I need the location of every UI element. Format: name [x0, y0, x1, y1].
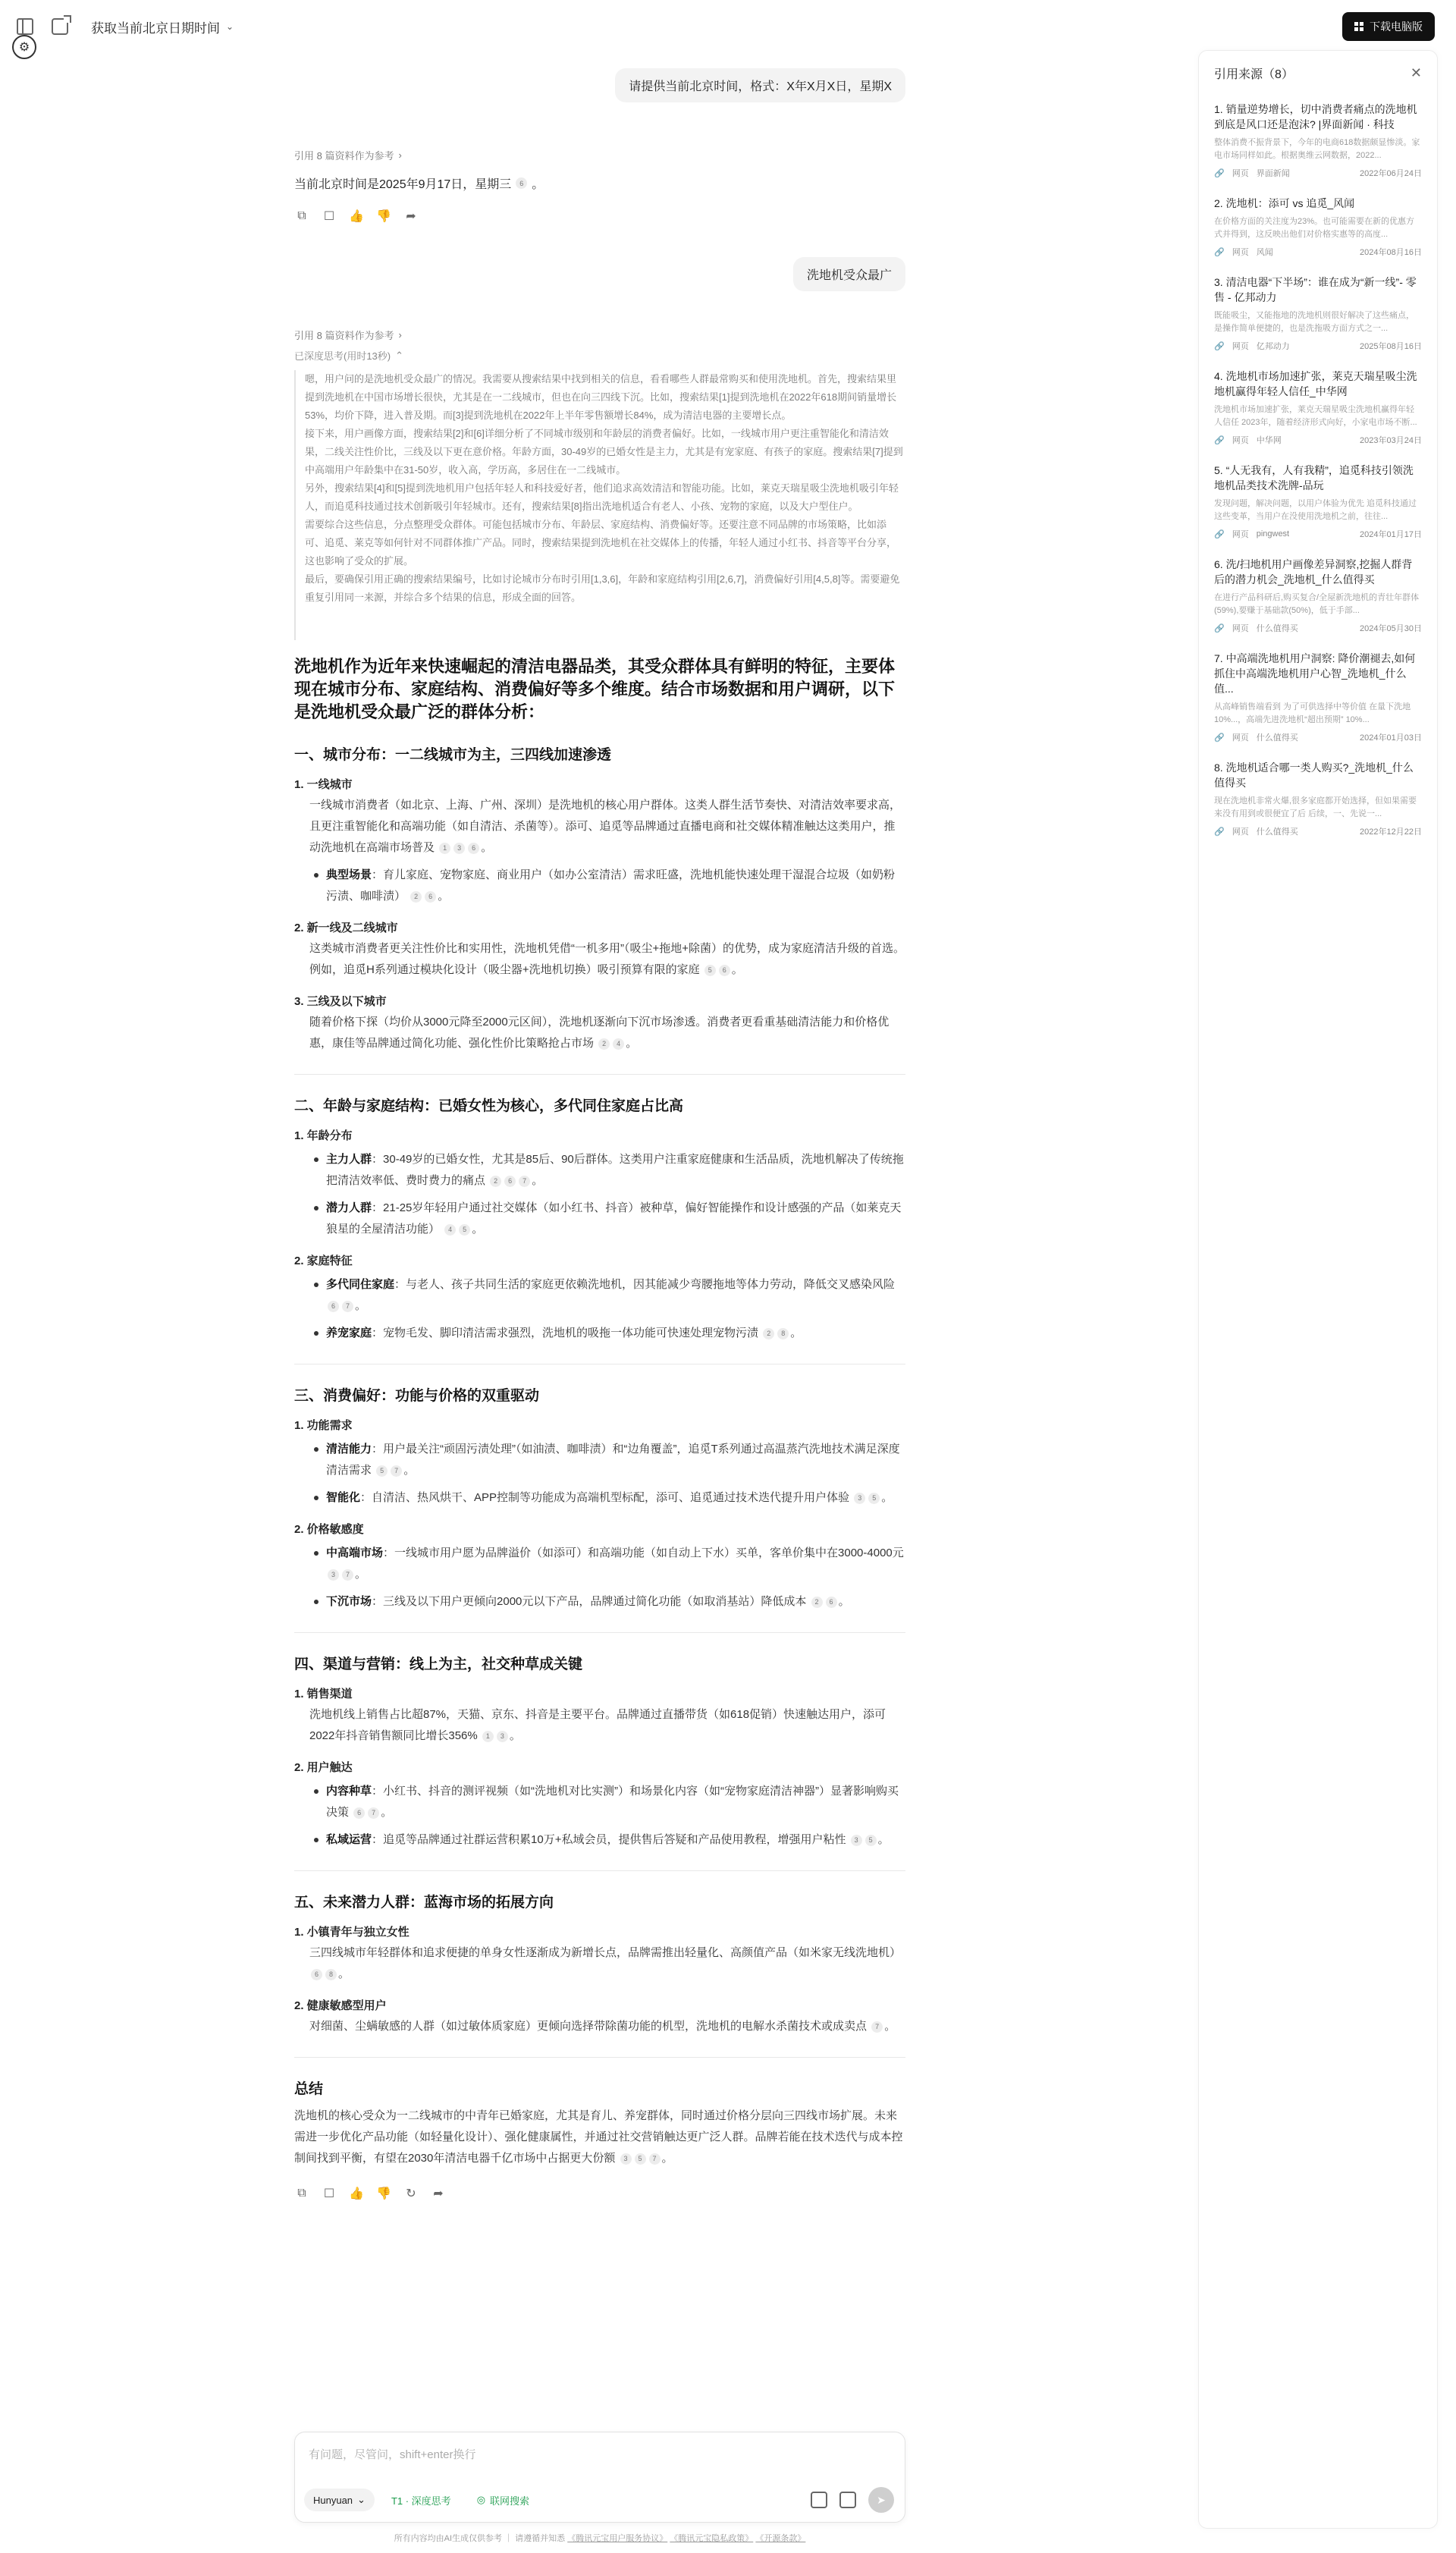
source-site: 亿邦动力 — [1256, 342, 1290, 351]
source-meta — [1214, 528, 1422, 540]
chat-input[interactable]: 有问题，尽管问，shift+enter换行 — [309, 2448, 476, 2461]
source-date: 2024年05月30日 — [1360, 624, 1422, 633]
deep-think-toggle-button[interactable] — [382, 2489, 460, 2511]
citation-badge[interactable]: 6 — [425, 891, 436, 903]
citation-badge[interactable]: 5 — [868, 1493, 880, 1504]
source-snippet: 在进行产品科研后,购买复合/全屋新洗地机的青壮年群体(59%),要赚于基础款(50%)，低于手部... — [1214, 593, 1420, 615]
list-item: 多代同住家庭：与老人、孩子共同生活的家庭更依赖洗地机，因其能减少弯腰拖地等体力劳动，降低交叉感染风险 6 7 。 — [294, 1274, 905, 1317]
summary-paragraph: 洗地机的核心受众为一二线城市的中青年已婚家庭，尤其是育儿、养宠群体，同时通过价格分层向三四线市场扩展。未来需进一步优化产品功能（如轻量化设计）、强化健康属性，并通过社交营销触达更广泛人群。品牌若能在技术迭代与成本控制间找到平衡，有望在2030年清洁电器千亿市场中占据更大份额 3 5 7 。 — [294, 2109, 903, 2165]
model-label: Hunyuan — [313, 2494, 353, 2506]
source-item[interactable] — [1214, 760, 1422, 837]
source-meta — [1214, 167, 1422, 179]
citation-badge[interactable]: 6 — [516, 177, 527, 189]
source-title[interactable]: 8. 洗地机适合哪一类人购买?_洗地机_什么值得买 — [1214, 762, 1414, 789]
copy-icon[interactable]: ⧉ — [297, 209, 306, 222]
paragraph: 三四线城市年轻群体和追求便捷的单身女性逐渐成为新增长点，品牌需推出轻量化、高颜值产品（如米家无线洗地机） 6 8 。 — [309, 1946, 902, 1980]
link-icon: 🔗 — [1214, 341, 1225, 351]
answer-title: 洗地机作为近年来快速崛起的清洁电器品类，其受众群体具有鲜明的特征，主要体现在城市分布、家庭结构、消费偏好等多个维度。结合市场数据和用户调研，以下是洗地机受众最广泛的群体分析： — [294, 657, 896, 721]
paragraph: 一线城市消费者（如北京、上海、广州、深圳）是洗地机的核心用户群体。这类人群生活节奏快、对清洁效率要求高，且更注重智能化和高端功能（如自清洁、杀菌等）。添可、追觅等品牌通过直播电商和社交媒体精准触达这类用户，推动洗地机在高端市场普及 1 3 6 。 — [309, 799, 902, 854]
privacy-link[interactable]: 《腾讯元宝隐私政策》 — [670, 2534, 754, 2543]
opensource-link[interactable]: 《开源条款》 — [755, 2534, 806, 2543]
source-snippet: 既能吸尘，又能拖地的洗地机则很好解决了这些痛点，是操作简单便捷的，也是洗拖吸方面方式之一... — [1214, 311, 1414, 333]
divider — [294, 1632, 905, 1633]
web-search-toggle-button[interactable] — [468, 2489, 538, 2511]
source-title[interactable]: 3. 清洁电器“下半场”：谁在成为“新一线”- 零售 - 亿邦动力 — [1214, 276, 1417, 303]
subheading: 1. 年龄分布 — [294, 1129, 353, 1142]
source-snippet: 从高峰销售端看到 为了可供选择中等价值 在量下洗地 10%...，高端先进洗地机“超出预期” 10%... — [1214, 702, 1411, 724]
list-item: 清洁能力：用户最关注“顽固污渍处理”（如油渍、咖啡渍）和“边角覆盖”，追觅T系列通过高温蒸汽洗地技术满足深度清洁需求 5 7 。 — [294, 1439, 905, 1481]
thumbs-up-icon[interactable]: 👍 — [349, 210, 364, 223]
citation-badge[interactable]: 7 — [342, 1301, 353, 1312]
terms-link[interactable]: 《腾讯元宝用户服务协议》 — [567, 2534, 668, 2543]
divider — [294, 2057, 905, 2058]
image-upload-icon[interactable] — [811, 2492, 827, 2508]
paragraph: 这类城市消费者更关注性价比和实用性，洗地机凭借“一机多用”（吸尘+拖地+除菌）的优势，成为家庭清洁升级的首选。例如，追觅H系列通过模块化设计（吸尘器+洗地机切换）吸引预算有限的家庭 5 6 。 — [309, 942, 905, 976]
user-message: 洗地机受众最广 — [793, 257, 905, 291]
chevron-up-icon: ⌃ — [395, 349, 404, 361]
citation-badge[interactable]: 7 — [391, 1465, 402, 1477]
source-site: 什么值得买 — [1256, 827, 1298, 837]
subheading: 2. 用户触达 — [294, 1761, 353, 1774]
chevron-down-icon: ⌄ — [357, 2494, 366, 2505]
message-actions — [294, 209, 905, 224]
answer-text: 当前北京时间是2025年9月17日，星期三 — [294, 178, 512, 191]
citation-badge[interactable]: 7 — [871, 2021, 883, 2033]
source-title[interactable]: 1. 销量逆势增长，切中消费者痛点的洗地机到底是风口还是泡沫? |界面新闻 · 科技 — [1214, 103, 1417, 130]
subheading: 1. 销售渠道 — [294, 1688, 353, 1700]
source-item[interactable] — [1214, 275, 1422, 352]
sources-panel — [1198, 50, 1438, 2529]
citation-badge[interactable]: 3 — [851, 1835, 862, 1846]
paragraph: 对细菌、尘螨敏感的人群（如过敏体质家庭）更倾向选择带除菌功能的机型，洗地机的电解水杀菌技术或成卖点 7 。 — [309, 2020, 896, 2033]
section-heading: 二、年龄与家庭结构：已婚女性为核心，多代同住家庭占比高 — [294, 1098, 684, 1114]
user-message-row — [294, 68, 905, 102]
citation-badge[interactable]: 3 — [497, 1731, 508, 1742]
section-heading: 三、消费偏好：功能与价格的双重驱动 — [294, 1388, 540, 1404]
citation-badge[interactable]: 2 — [490, 1176, 501, 1187]
sources-list — [1214, 102, 1422, 837]
citation-badge[interactable]: 5 — [865, 1835, 877, 1846]
paragraph: 洗地机线上销售占比超87%，天猫、京东、抖音是主要平台。品牌通过直播带货（如618促销）快速触达用户，添可2022年抖音销售额同比增长356% 1 3 。 — [309, 1708, 886, 1742]
divider — [294, 1870, 905, 1871]
share-icon[interactable]: ➦ — [433, 2187, 444, 2200]
windows-icon — [1354, 22, 1363, 31]
thinking-paragraph: 嗯，用户问的是洗地机受众最广的情况。我需要从搜索结果中找到相关的信息，看看哪些人群最常购买和使用洗地机。首先，搜索结果里提到洗地机在中国市场增长很快，尤其是在一二线城市，但也在向三四线下沉。比如，搜索结果[1]提到洗地机在2022年618期间销量增长53%，均价下降，进入普及期。而[3]提到洗地机在2022年上半年零售额增长84%，成为清洁电器的主要增长点。 — [305, 373, 897, 421]
chevron-right-icon: › — [398, 329, 402, 341]
chat-title: 获取当前北京日期时间 — [91, 20, 220, 36]
source-title[interactable]: 4. 洗地机市场加速扩张，莱克天瑞星吸尘洗地机赢得年轻人信任_中华网 — [1214, 370, 1417, 397]
citation-badge[interactable]: 6 — [719, 965, 730, 976]
source-site: 界面新闻 — [1256, 169, 1290, 178]
thinking-paragraph: 最后，要确保引用正确的搜索结果编号，比如讨论城市分布时引用[1,3,6]，年龄和家庭结构引用[2,6,7]，消费偏好引用[4,5,8]等。需要避免重复引用同一来源，并综合多个结果的信息，形成全面的回答。 — [305, 573, 900, 603]
bookmark-icon[interactable]: ☐ — [323, 2187, 335, 2200]
thinking-paragraph: 另外，搜索结果[4]和[5]提到洗地机用户包括年轻人和科技爱好者，他们追求高效清洁和智能功能。比如，莱克天瑞星吸尘洗地机吸引年轻人，而追觅科技通过技术创新吸引年轻城市。还有，搜索结果[8]指出洗地机适合有老人、小孩、宠物的家庭，以及大户型住户。 — [305, 482, 899, 512]
chat-thread — [294, 68, 905, 2201]
citation-badge[interactable]: 5 — [704, 965, 716, 976]
regenerate-icon[interactable]: ↻ — [406, 2187, 416, 2200]
source-item[interactable] — [1214, 102, 1422, 179]
source-meta — [1214, 246, 1422, 258]
download-label: 下载电脑版 — [1370, 20, 1423, 33]
source-snippet: 发现问题，解决问题，以用户体验为优先 追觅科技通过这些变革，当用户在没使用洗地机之前，往往... — [1214, 499, 1417, 521]
citation-badge[interactable]: 1 — [439, 843, 450, 854]
source-type: 网页 — [1232, 530, 1249, 539]
globe-icon: ◎ — [476, 2494, 486, 2505]
citation-badge[interactable]: 2 — [598, 1038, 610, 1050]
list-item: 下沉市场：三线及以下用户更倾向2000元以下产品，品牌通过简化功能（如取消基站）降低成本 2 6 。 — [294, 1591, 905, 1613]
bookmark-icon[interactable]: ☐ — [323, 210, 335, 223]
list-item: 内容种草：小红书、抖音的测评视频（如“洗地机对比实测”）和场景化内容（如“宠物家庭清洁神器”）显著影响购买决策 6 7 。 — [294, 1781, 905, 1823]
citation-badge[interactable]: 2 — [410, 891, 422, 903]
link-icon: 🔗 — [1214, 827, 1225, 837]
source-title[interactable]: 7. 中高端洗地机用户洞察: 降价潮褪去,如何抓住中高端洗地机用户心智_洗地机_什么值... — [1214, 652, 1416, 695]
section-heading: 一、城市分布：一二线城市为主，三四线加速渗透 — [294, 747, 612, 763]
source-type: 网页 — [1232, 436, 1249, 445]
message-actions — [294, 2186, 905, 2201]
subheading: 2. 价格敏感度 — [294, 1523, 364, 1536]
divider — [294, 1074, 905, 1075]
assistant-answer: 当前北京时间是2025年9月17日，星期三 6 。 — [294, 174, 905, 192]
source-snippet: 在价格方面的关注度为23%。也可能需要在新的优惠方式并得到，这反映出他们对价格实惠等的高度... — [1214, 217, 1415, 239]
source-type: 网页 — [1232, 624, 1249, 633]
citation-badge[interactable]: 3 — [328, 1569, 339, 1581]
thinking-paragraph: 需要综合这些信息，分点整理受众群体。可能包括城市分布、年龄层、家庭结构、消费偏好等。还要注意不同品牌的市场策略，比如添可、追觅、莱克等如何针对不同群体推广产品。同时，搜索结果提到洗地机在社交媒体上的传播，年轻人通过小红书、抖音等平台分享，这也影响了受众的扩展。 — [305, 519, 897, 567]
subheading: 1. 一线城市 — [294, 778, 353, 791]
user-message-row — [294, 257, 905, 291]
subheading: 2. 新一线及二线城市 — [294, 922, 398, 934]
source-item[interactable] — [1214, 651, 1422, 743]
link-icon: 🔗 — [1214, 623, 1225, 633]
list-item: 典型场景：育儿家庭、宠物家庭、商业用户（如办公室清洁）需求旺盛，洗地机能快速处理干湿混合垃圾（如奶粉污渍、咖啡渍） 2 6 。 — [294, 865, 905, 907]
source-type: 网页 — [1232, 169, 1249, 178]
citation-badge[interactable]: 8 — [325, 1969, 337, 1980]
list-item: 潜力人群：21-25岁年轻用户通过社交媒体（如小红书、抖音）被种草，偏好智能操作和设计感强的产品（如莱克天狼星的全屋清洁功能） 4 5 。 — [294, 1198, 905, 1240]
source-date: 2022年12月22日 — [1360, 827, 1422, 837]
source-title[interactable]: 5. “人无我有，人有我精”，追觅科技引领洗地机品类技术洗牌-品玩 — [1214, 464, 1414, 491]
citation-badge[interactable]: 3 — [854, 1493, 865, 1504]
source-title[interactable]: 2. 洗地机：添可 vs 追觅_风闻 — [1214, 197, 1355, 209]
list-item: 智能化：自清洁、热风烘干、APP控制等功能成为高端机型标配，添可、追觅通过技术迭代提升用户体验 3 5 。 — [294, 1487, 905, 1509]
source-type: 网页 — [1232, 827, 1249, 837]
source-type: 网页 — [1232, 248, 1249, 257]
deep-think-mode-label: T1 · 深度思考 — [391, 2495, 451, 2507]
source-snippet: 整体消费不振背景下，今年的电商618数据颇显惨淡。家电市场同样如此。根据奥维云网数据，2022... — [1214, 138, 1420, 160]
source-item[interactable] — [1214, 557, 1422, 634]
source-item[interactable] — [1214, 463, 1422, 540]
source-meta — [1214, 340, 1422, 352]
reference-label: 引用 8 篇资料作为参考 — [294, 330, 394, 341]
source-snippet: 洗地机市场加速扩张，莱克天瑞星吸尘洗地机赢得年轻人信任 2023年，随着经济形式向好，小家电市场不断... — [1214, 405, 1417, 427]
user-message: 请提供当前北京时间，格式：X年X月X日，星期X — [615, 68, 905, 102]
citation-badge[interactable]: 7 — [342, 1569, 353, 1581]
source-date: 2022年06月24日 — [1360, 169, 1422, 178]
source-site: 风闻 — [1256, 248, 1273, 257]
thumbs-up-icon[interactable]: 👍 — [349, 2187, 364, 2200]
close-icon[interactable]: ✕ — [1410, 65, 1422, 80]
link-icon: 🔗 — [1214, 247, 1225, 257]
citation-badge[interactable]: 8 — [777, 1328, 789, 1339]
link-icon: 🔗 — [1214, 733, 1225, 743]
thumbs-down-icon[interactable]: 👎 — [376, 2187, 391, 2200]
citation-badge[interactable]: 5 — [459, 1224, 470, 1236]
source-date: 2024年01月17日 — [1360, 530, 1422, 539]
citation-badge[interactable]: 3 — [453, 843, 465, 854]
reference-toggle[interactable] — [294, 328, 905, 342]
citation-badge[interactable]: 5 — [376, 1465, 388, 1477]
subheading: 1. 功能需求 — [294, 1419, 353, 1432]
citation-badge[interactable]: 5 — [635, 2153, 646, 2165]
sources-title: 引用来源（8） — [1214, 68, 1294, 81]
section-heading: 五、未来潜力人群：蓝海市场的拓展方向 — [294, 1895, 554, 1911]
reference-toggle[interactable] — [294, 148, 905, 162]
chat-input-box[interactable] — [294, 2432, 905, 2523]
citation-badge[interactable]: 6 — [468, 843, 479, 854]
thinking-content — [294, 370, 905, 640]
citation-badge[interactable]: 6 — [353, 1807, 365, 1819]
sources-header — [1214, 64, 1422, 82]
source-item[interactable] — [1214, 369, 1422, 446]
source-site: 中华网 — [1256, 436, 1282, 445]
citation-badge[interactable]: 6 — [311, 1969, 322, 1980]
citation-badge[interactable]: 7 — [649, 2153, 661, 2165]
citation-badge[interactable]: 3 — [620, 2153, 632, 2165]
paragraph: 随着价格下探（均价从3000元降至2000元区间），洗地机逐渐向下沉市场渗透。消费者更看重基础清洁能力和价格优惠，康佳等品牌通过简化功能、强化性价比策略抢占市场 2 4 。 — [309, 1016, 890, 1050]
link-icon: 🔗 — [1214, 435, 1225, 445]
copy-icon[interactable]: ⧉ — [297, 2187, 306, 2200]
source-item[interactable] — [1214, 196, 1422, 258]
link-icon: 🔗 — [1214, 529, 1225, 539]
list-item: 中高端市场：一线城市用户愿为品牌溢价（如添可）和高端功能（如自动上下水）买单，客单价集中在3000-4000元 3 7 。 — [294, 1543, 905, 1585]
source-meta — [1214, 622, 1422, 634]
input-toolbar — [304, 2489, 538, 2511]
download-desktop-button[interactable] — [1342, 12, 1435, 41]
settings-gear-icon[interactable]: ⚙ — [12, 35, 36, 59]
citation-badge[interactable]: 2 — [811, 1597, 823, 1608]
source-date: 2024年01月03日 — [1360, 733, 1422, 743]
new-chat-icon[interactable] — [52, 18, 68, 35]
citation-badge[interactable]: 4 — [613, 1038, 624, 1050]
input-actions — [811, 2487, 894, 2513]
section-heading: 四、渠道与营销：线上为主，社交种草成关键 — [294, 1656, 583, 1672]
footer-disclaimer: 所有内容均由AI生成仅供参考 ｜ 请遵循并知悉 《腾讯元宝用户服务协议》 《腾讯元宝隐私政策》 《开源条款》 — [394, 2534, 806, 2543]
citation-badge[interactable]: 7 — [368, 1807, 379, 1819]
source-meta — [1214, 434, 1422, 446]
citation-badge[interactable]: 1 — [482, 1731, 494, 1742]
source-site: 什么值得买 — [1256, 733, 1298, 743]
source-date: 2025年08月16日 — [1360, 342, 1422, 351]
thumbs-down-icon[interactable]: 👎 — [376, 210, 391, 223]
web-search-label: 联网搜索 — [490, 2495, 530, 2507]
list-item: 养宠家庭：宠物毛发、脚印清洁需求强烈，洗地机的吸拖一体功能可快速处理宠物污渍 2 8 。 — [294, 1323, 905, 1344]
chevron-down-icon: ⌄ — [226, 21, 234, 32]
citation-badge[interactable]: 6 — [504, 1176, 516, 1187]
citation-badge[interactable]: 6 — [328, 1301, 339, 1312]
share-icon[interactable]: ➦ — [406, 210, 416, 223]
sidebar-toggle-icon[interactable] — [17, 18, 33, 35]
source-meta — [1214, 825, 1422, 837]
subheading: 2. 家庭特征 — [294, 1255, 353, 1267]
summary-heading: 总结 — [294, 2081, 324, 2097]
deep-think-toggle[interactable] — [294, 348, 905, 363]
deep-think-label: 已深度思考(用时13秒) — [294, 350, 391, 362]
top-bar — [0, 0, 1183, 53]
model-selector[interactable] — [304, 2489, 375, 2511]
citation-badge[interactable]: 2 — [763, 1328, 774, 1339]
citation-badge[interactable]: 6 — [826, 1597, 837, 1608]
subheading: 2. 健康敏感型用户 — [294, 1999, 387, 2012]
source-site: pingwest — [1256, 529, 1290, 539]
source-date: 2024年08月16日 — [1360, 248, 1422, 257]
source-type: 网页 — [1232, 342, 1249, 351]
chevron-right-icon: › — [398, 149, 402, 161]
list-item: 主力人群：30-49岁的已婚女性，尤其是85后、90后群体。这类用户注重家庭健康和生活品质，洗地机解决了传统拖把清洁效率低、费时费力的痛点 2 6 7 。 — [294, 1149, 905, 1192]
source-meta — [1214, 731, 1422, 743]
citation-badge[interactable]: 4 — [444, 1224, 456, 1236]
list-item: 私域运营：追觅等品牌通过社群运营积累10万+私域会员，提供售后答疑和产品使用教程，增强用户粘性 3 5 。 — [294, 1829, 905, 1851]
source-type: 网页 — [1232, 733, 1249, 743]
chat-title-dropdown[interactable] — [91, 17, 234, 36]
thinking-paragraph: 接下来，用户画像方面，搜索结果[2]和[6]详细分析了不同城市级别和年龄层的消费者偏好。比如，一线城市用户更注重智能化和清洁效果，二线关注性价比，三线及以下更在意价格。年龄方面，30-49岁的已婚女性是主力，尤其是有宠家庭、有孩子的家庭。搜索结果[7]提到中高端用户年龄集中在31-50岁，收入高，学历高，多居住在一二线城市。 — [305, 428, 903, 476]
citation-badge[interactable]: 7 — [519, 1176, 530, 1187]
source-date: 2023年03月24日 — [1360, 436, 1422, 445]
source-site: 什么值得买 — [1256, 624, 1298, 633]
send-button[interactable]: ➤ — [868, 2487, 894, 2513]
subheading: 3. 三线及以下城市 — [294, 995, 387, 1008]
reference-label: 引用 8 篇资料作为参考 — [294, 150, 394, 162]
file-upload-icon[interactable] — [839, 2492, 856, 2508]
source-snippet: 现在洗地机非常火爆,很多家庭都开始选择，但如果需要来没有用到或很便宜了后 后续，一、先说一... — [1214, 796, 1417, 818]
source-title[interactable]: 6. 洗/扫地机用户画像差异洞察,挖掘人群背后的潜力机会_洗地机_什么值得买 — [1214, 558, 1413, 586]
subheading: 1. 小镇青年与独立女性 — [294, 1926, 410, 1939]
link-icon: 🔗 — [1214, 168, 1225, 178]
